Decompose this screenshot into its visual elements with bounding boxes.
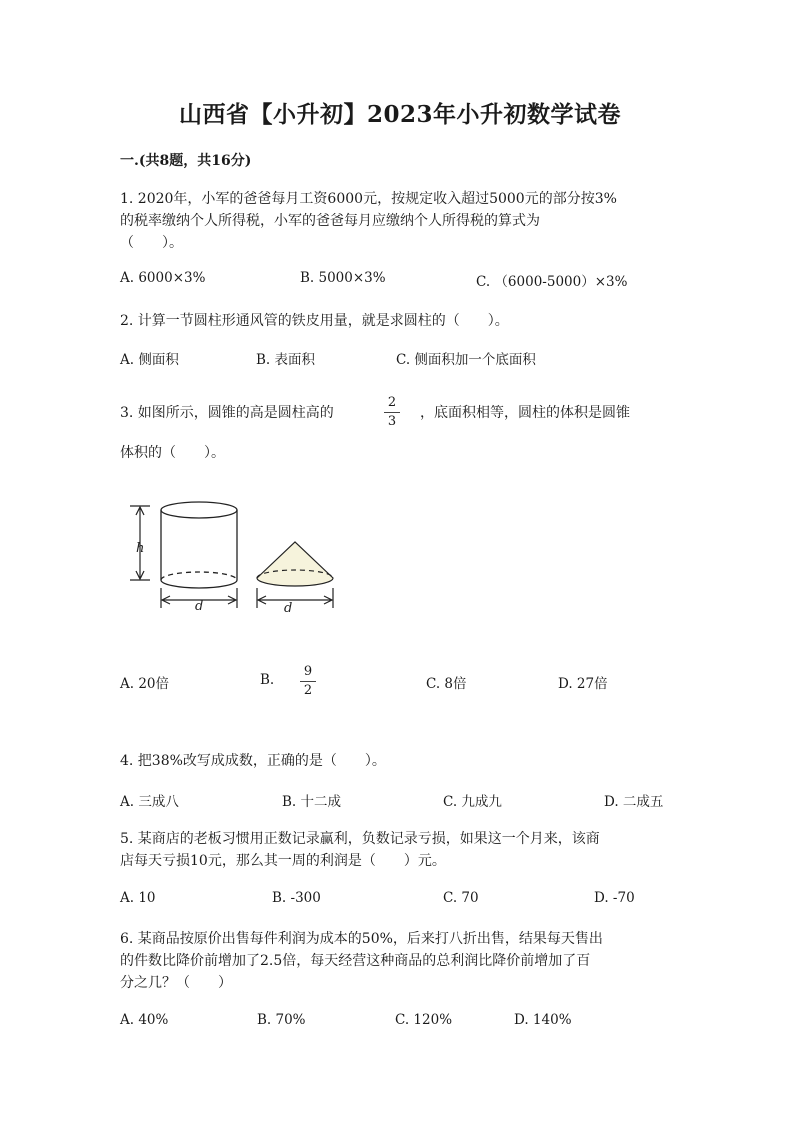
question-2-option-c[interactable]: C. 侧面积加一个底面积 bbox=[396, 352, 536, 368]
question-2-text: 2. 计算一节圆柱形通风管的铁皮用量，就是求圆柱的（ ）。 bbox=[120, 313, 509, 329]
question-6-option-c[interactable]: C. 120% bbox=[395, 1012, 453, 1028]
question-3-option-d[interactable]: D. 27倍 bbox=[558, 676, 608, 692]
cylinder-cone-figure bbox=[126, 496, 342, 620]
height-label: h bbox=[136, 541, 145, 556]
cylinder-shape bbox=[161, 502, 237, 588]
cylinder-diameter-label: d bbox=[195, 599, 204, 614]
question-1-text bbox=[120, 188, 617, 254]
question-1-line-2: 的税率缴纳个人所得税，小军的爸爸每月应缴纳个人所得税的算式为 bbox=[120, 213, 540, 229]
question-3-option-a[interactable]: A. 20倍 bbox=[120, 676, 170, 692]
question-1-option-a[interactable]: A. 6000×3% bbox=[120, 270, 206, 286]
question-6-line-3: 分之几？（ ） bbox=[120, 975, 232, 991]
question-6-text bbox=[120, 928, 603, 994]
question-3-option-b-fraction bbox=[298, 664, 318, 699]
question-1-option-c[interactable]: C. （6000-5000）×3% bbox=[476, 274, 628, 290]
question-2-option-a[interactable]: A. 侧面积 bbox=[120, 352, 179, 368]
question-6-option-d[interactable]: D. 140% bbox=[514, 1012, 572, 1028]
question-3-option-b[interactable]: B. bbox=[260, 672, 275, 688]
question-2-option-b[interactable]: B. 表面积 bbox=[256, 352, 316, 368]
question-4-option-c[interactable]: C. 九成九 bbox=[443, 794, 502, 810]
question-5-option-a[interactable]: A. 10 bbox=[120, 890, 156, 906]
question-6-option-b[interactable]: B. 70% bbox=[257, 1012, 306, 1028]
question-5-line-2: 店每天亏损10元，那么其一周的利润是（ ）元。 bbox=[120, 853, 446, 869]
fraction-denominator: 3 bbox=[387, 414, 397, 429]
question-4-option-d[interactable]: D. 二成五 bbox=[604, 794, 664, 810]
question-5-text bbox=[120, 828, 600, 872]
cone-diameter-label: d bbox=[284, 601, 293, 616]
cone-shape bbox=[257, 542, 333, 586]
question-1-line-1: 1. 2020年，小军的爸爸每月工资6000元，按规定收入超过5000元的部分按3% bbox=[120, 191, 617, 207]
question-3-line-1-post: ，底面积相等，圆柱的体积是圆锥 bbox=[420, 405, 630, 421]
question-4-text: 4. 把38%改写成成数，正确的是（ ）。 bbox=[120, 753, 386, 769]
question-1-option-b[interactable]: B. 5000×3% bbox=[300, 270, 386, 286]
question-5-option-d[interactable]: D. -70 bbox=[594, 890, 635, 906]
question-3-option-c[interactable]: C. 8倍 bbox=[426, 676, 467, 692]
question-5-line-1: 5. 某商店的老板习惯用正数记录赢利，负数记录亏损，如果这一个月来，该商 bbox=[120, 831, 600, 847]
page-title: 山西省【小升初】2023年小升初数学试卷 bbox=[178, 101, 621, 128]
question-3-line-2: 体积的（ ）。 bbox=[120, 445, 225, 461]
question-3-line-1-pre: 3. 如图所示，圆锥的高是圆柱高的 bbox=[120, 405, 334, 421]
question-4-option-b[interactable]: B. 十二成 bbox=[282, 794, 342, 810]
question-5-option-c[interactable]: C. 70 bbox=[443, 890, 479, 906]
fraction-bar bbox=[384, 412, 400, 413]
question-6-option-a[interactable]: A. 40% bbox=[120, 1012, 169, 1028]
question-4-option-a[interactable]: A. 三成八 bbox=[120, 794, 179, 810]
fraction-numerator: 2 bbox=[387, 395, 397, 410]
section-heading: 一.(共8题，共16分) bbox=[120, 153, 252, 169]
fraction-numerator: 9 bbox=[303, 664, 313, 679]
question-6-line-1: 6. 某商品按原价出售每件利润为成本的50%，后来打八折出售，结果每天售出 bbox=[120, 931, 603, 947]
question-6-line-2: 的件数比降价前增加了2.5倍，每天经营这种商品的总利润比降价前增加了百 bbox=[120, 953, 591, 969]
fraction-denominator: 2 bbox=[303, 683, 313, 698]
question-1-line-3: （ ）。 bbox=[120, 235, 183, 251]
question-5-option-b[interactable]: B. -300 bbox=[272, 890, 321, 906]
question-3-fraction bbox=[382, 395, 402, 430]
fraction-bar bbox=[300, 681, 316, 682]
cone-diameter-dimension bbox=[257, 588, 333, 608]
